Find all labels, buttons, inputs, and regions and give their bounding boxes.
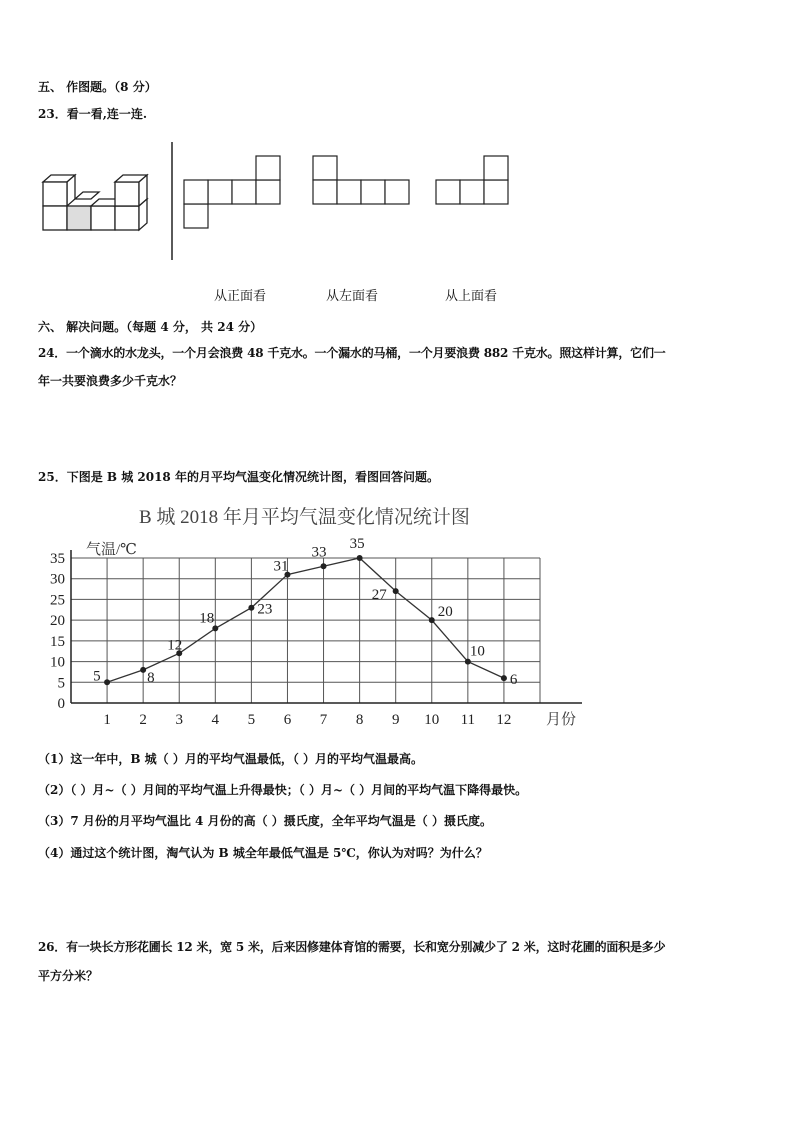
x-tick-label: 8 [355, 712, 364, 728]
q25-part4: （4）通过这个统计图，淘气认为 B 城全年最低气温是 5℃，你认为对吗？为什么？ [38, 846, 488, 860]
data-point [104, 679, 110, 685]
y-tick-label: 15 [50, 633, 65, 650]
y-tick-label: 5 [57, 675, 65, 692]
y-tick-label: 10 [50, 654, 65, 671]
x-tick-label: 5 [247, 712, 256, 728]
data-point [357, 555, 363, 561]
view-label-left: 从左面看 [326, 289, 379, 304]
data-label: 6 [509, 672, 518, 689]
cube-figure [38, 140, 538, 265]
x-tick-label: 2 [139, 712, 147, 728]
view-b [313, 156, 409, 204]
data-label: 8 [147, 669, 155, 686]
chart-ticks [50, 551, 511, 728]
question-25-intro: 25．下图是 B 城 2018 年的月平均气温变化情况统计图，看图回答问题。 [38, 470, 439, 484]
data-label: 12 [167, 637, 183, 654]
question-24-line2: 年一共要浪费多少千克水？ [38, 374, 183, 388]
view-label-top: 从上面看 [445, 289, 498, 304]
y-tick-label: 20 [50, 613, 65, 630]
q25-part1: （1）这一年中，B 城（ ）月的平均气温最低，（ ）月的平均气温最高。 [38, 752, 424, 766]
view-c [436, 156, 508, 204]
chart-series [93, 536, 518, 688]
question-23: 23．看一看,连一连. [38, 107, 148, 121]
data-point [393, 588, 399, 594]
x-tick-label: 9 [391, 712, 400, 728]
data-point [321, 563, 327, 569]
view-label-front: 从正面看 [214, 289, 267, 304]
chart-grid [71, 558, 540, 703]
data-point [501, 675, 507, 681]
data-label: 35 [349, 536, 365, 552]
data-point [248, 605, 254, 611]
question-26-line1: 26．有一块长方形花圃长 12 米，宽 5 米，后来因修建体育馆的需要，长和宽分别减少了 2 米，这时花圃的面积是多少 [38, 940, 666, 954]
x-tick-label: 4 [211, 712, 220, 728]
x-tick-label: 3 [175, 712, 183, 728]
chart-title: B 城 2018 年月平均气温变化情况统计图 [139, 507, 470, 528]
data-point [429, 617, 435, 623]
data-label: 23 [257, 601, 273, 618]
data-label: 18 [199, 610, 215, 627]
line-chart [38, 528, 598, 733]
section5-heading: 五、 作图题。（8 分） [38, 80, 157, 94]
section6-heading: 六、 解决问题。（每题 4 分， 共 24 分） [38, 320, 263, 334]
q25-part2: （2）（ ）月~（ ）月间的平均气温上升得最快；（ ）月~（ ）月间的平均气温下降得最快。 [38, 783, 528, 797]
x-axis-label: 月份 [546, 712, 577, 728]
y-tick-label: 30 [50, 571, 65, 588]
x-tick-label: 12 [496, 712, 512, 728]
question-24-line1: 24．一个滴水的水龙头，一个月会浪费 48 千克水。一个漏水的马桶，一个月要浪费 882 千克水。照这样计算，它们一 [38, 346, 666, 360]
y-tick-label: 0 [57, 696, 65, 712]
data-point [140, 667, 146, 673]
y-tick-label: 25 [50, 592, 65, 609]
data-label: 27 [371, 587, 387, 604]
x-tick-label: 11 [460, 712, 476, 728]
data-label: 20 [437, 604, 453, 621]
q25-part3: （3）7 月份的月平均气温比 4 月份的高（ ）摄氏度，全年平均气温是（ ）摄氏度。 [38, 814, 492, 828]
data-label: 31 [273, 558, 289, 575]
data-label: 5 [93, 668, 101, 685]
y-tick-label: 35 [50, 551, 65, 567]
x-tick-label: 7 [319, 712, 328, 728]
isometric-cubes [43, 175, 147, 230]
x-tick-label: 6 [283, 712, 292, 728]
view-a [184, 156, 280, 228]
data-label: 10 [469, 643, 485, 660]
x-tick-label: 1 [103, 712, 111, 728]
x-tick-label: 10 [424, 712, 440, 728]
data-label: 33 [311, 544, 327, 561]
question-26-line2: 平方分米？ [38, 969, 99, 983]
y-axis-label: 气温/℃ [86, 542, 137, 558]
